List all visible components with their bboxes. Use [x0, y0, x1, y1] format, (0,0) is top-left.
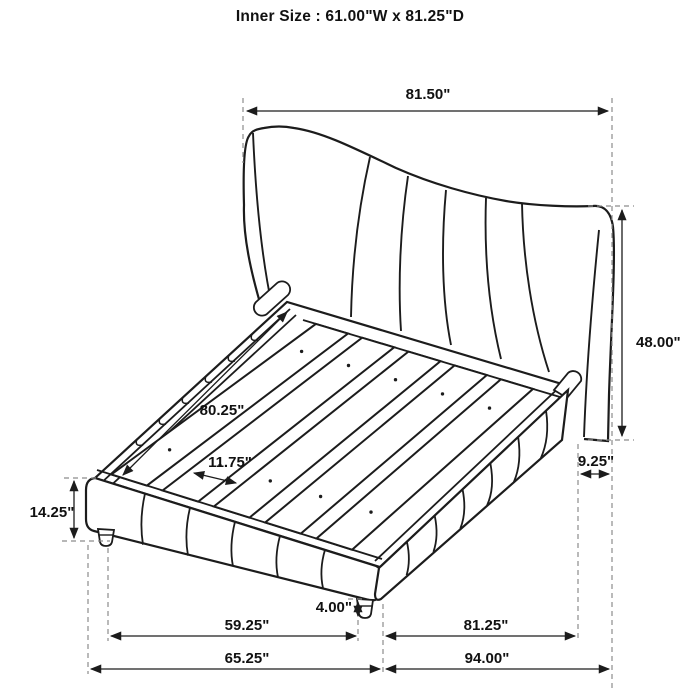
dim-label-headboard-width: 81.50": [405, 86, 451, 103]
dimension-leg-span: [111, 617, 356, 636]
dimension-headboard-width: [247, 86, 608, 111]
dimension-platform-depth: [386, 617, 575, 636]
dim-label-leg-span: 59.25": [224, 617, 270, 634]
dim-label-base-length: 65.25": [224, 650, 270, 667]
dimension-overall-depth: [386, 650, 609, 669]
dimension-headboard-overhang: [578, 453, 614, 474]
dim-label-headboard-height: 48.00": [636, 334, 681, 351]
dim-label-overall-depth: 94.00": [464, 650, 510, 667]
dim-label-slat-spacing: 11.75": [208, 454, 252, 471]
dimension-base-length: [91, 650, 380, 669]
dim-label-headboard-overhang: 9.25": [577, 453, 615, 470]
front-right-leg: [357, 599, 373, 618]
dimension-leg-height: [316, 599, 358, 616]
dimension-base-height: [30, 481, 75, 538]
dim-label-leg-height: 4.00": [315, 599, 352, 616]
dim-label-slat-length: 80.25": [199, 402, 245, 419]
dimension-headboard-height: [622, 210, 681, 436]
dim-label-base-height: 14.25": [29, 504, 75, 521]
diagram-title: Inner Size : 61.00"W x 81.25"D: [235, 8, 465, 25]
front-left-leg: [98, 529, 114, 546]
dim-label-platform-depth: 81.25": [463, 617, 509, 634]
